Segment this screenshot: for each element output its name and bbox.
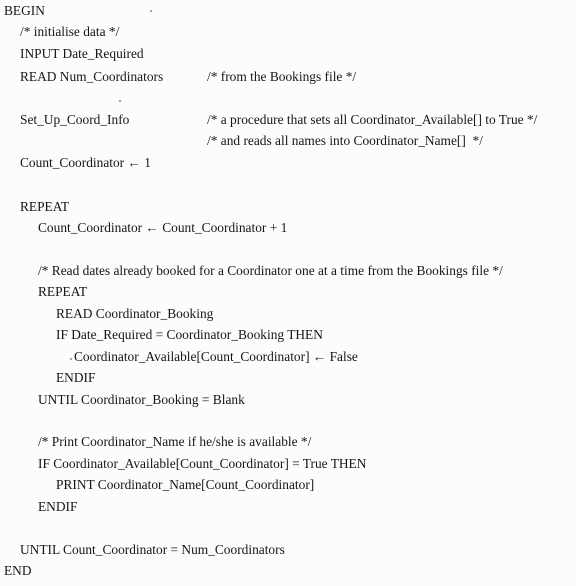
if-available-line: IF Coordinator_Available[Count_Coordinator] = True THEN (38, 456, 367, 471)
endif-inner-keyword: ENDIF (56, 370, 96, 385)
comment-initialise: /* initialise data */ (20, 24, 120, 39)
begin-keyword: BEGIN (4, 3, 45, 18)
setup-call-line: Set_Up_Coord_Info (20, 112, 130, 127)
repeat-inner-keyword: REPEAT (38, 284, 88, 299)
print-name-line: PRINT Coordinator_Name[Count_Coordinator] (56, 477, 315, 492)
until-num-line: UNTIL Count_Coordinator = Num_Coordinators (20, 542, 285, 557)
read-num-line: READ Num_Coordinators (20, 69, 164, 84)
comment-setup-2: /* and reads all names into Coordinator_Name[] */ (207, 133, 483, 148)
count-init-line: Count_Coordinator ← 1 (20, 155, 151, 170)
comment-bookings-file: /* from the Bookings file */ (207, 69, 357, 84)
read-booking-line: READ Coordinator_Booking (56, 306, 214, 321)
comment-read-dates: /* Read dates already booked for a Coordinator one at a time from the Bookings file */ (38, 263, 503, 278)
scan-speck (150, 10, 152, 12)
set-false-line: Coordinator_Available[Count_Coordinator] ← False (74, 349, 358, 364)
end-keyword: END (4, 563, 32, 578)
input-date-line: INPUT Date_Required (20, 46, 144, 61)
endif-outer-keyword: ENDIF (38, 499, 78, 514)
scan-speck (70, 358, 72, 360)
repeat-outer-keyword: REPEAT (20, 199, 70, 214)
count-increment-line: Count_Coordinator ← Count_Coordinator + 1 (38, 220, 288, 235)
scan-speck (119, 100, 121, 102)
if-date-line: IF Date_Required = Coordinator_Booking THEN (56, 327, 323, 342)
until-blank-line: UNTIL Coordinator_Booking = Blank (38, 392, 245, 407)
comment-setup-1: /* a procedure that sets all Coordinator_Available[] to True */ (207, 112, 538, 127)
comment-print: /* Print Coordinator_Name if he/she is available */ (38, 434, 312, 449)
